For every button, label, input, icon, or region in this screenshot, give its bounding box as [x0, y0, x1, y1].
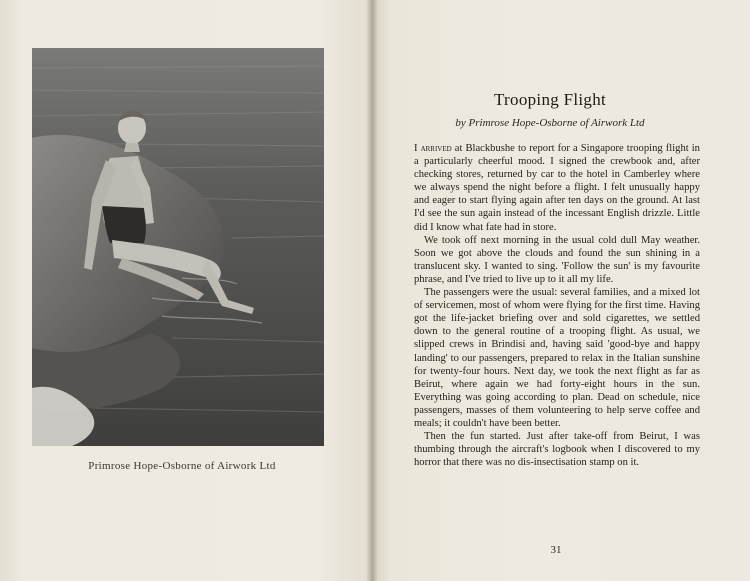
paragraph-text: at Blackbushe to report for a Singapore trooping flight in a particularly cheerful mood. I signed the crewbook and, after checking stores, returned by car to the hotel in Camberley where we always spend the night before a flight. I felt unusually happy and eager to start flying again after ten days on the ground. At last I'd see the sun again instead of the incessant English drizzle. Little did I know what fate had in store. — [414, 143, 700, 233]
article-title: Trooping Flight — [493, 90, 607, 109]
paragraph: Then the fun started. Just after take-off from Beirut, I was thumbing through the aircraft's logbook when I discovered to my horror that there was no dis-insectisation stamp on it. — [414, 431, 700, 469]
article-body — [414, 142, 700, 469]
paragraph — [414, 142, 700, 234]
page-number: 31 — [550, 544, 562, 556]
left-page — [0, 0, 372, 581]
woman-by-water-illustration — [32, 48, 324, 446]
photograph — [32, 48, 324, 446]
paragraph: We took off next morning in the usual cold dull May weather. Soon we got above the clouds and found the sun shining in a translucent sky. I wanted to sing. 'Follow the sun' is my favourite phrase, and I've tried to live up to it all my life. — [414, 234, 700, 285]
paragraph: The passengers were the usual: several families, and a mixed lot of servicemen, most of whom were flying for the first time. Having got the life-jacket briefing over and sold cigarettes, we settled down to the general routine of a trooping flight. As usual, we slipped crews in Brindisi and, having said 'good-bye and happy landing' to our passengers, prepared to relax in the Italian sunshine for twenty-four hours. Next day, we took the next flight as far as Beirut, where again we had forty-eight hours in the sun. Everything was going according to plan. Dead on schedule, nice passengers, masses of them volunteering to help serve coffee and meals; it couldn't have been better. — [414, 287, 700, 429]
photo-caption: Primrose Hope-Osborne of Airwork Ltd — [88, 460, 276, 472]
article-byline: by Primrose Hope-Osborne of Airwork Ltd — [455, 117, 645, 129]
dropcap-words: I arrived — [414, 143, 452, 154]
book-gutter — [366, 0, 378, 581]
